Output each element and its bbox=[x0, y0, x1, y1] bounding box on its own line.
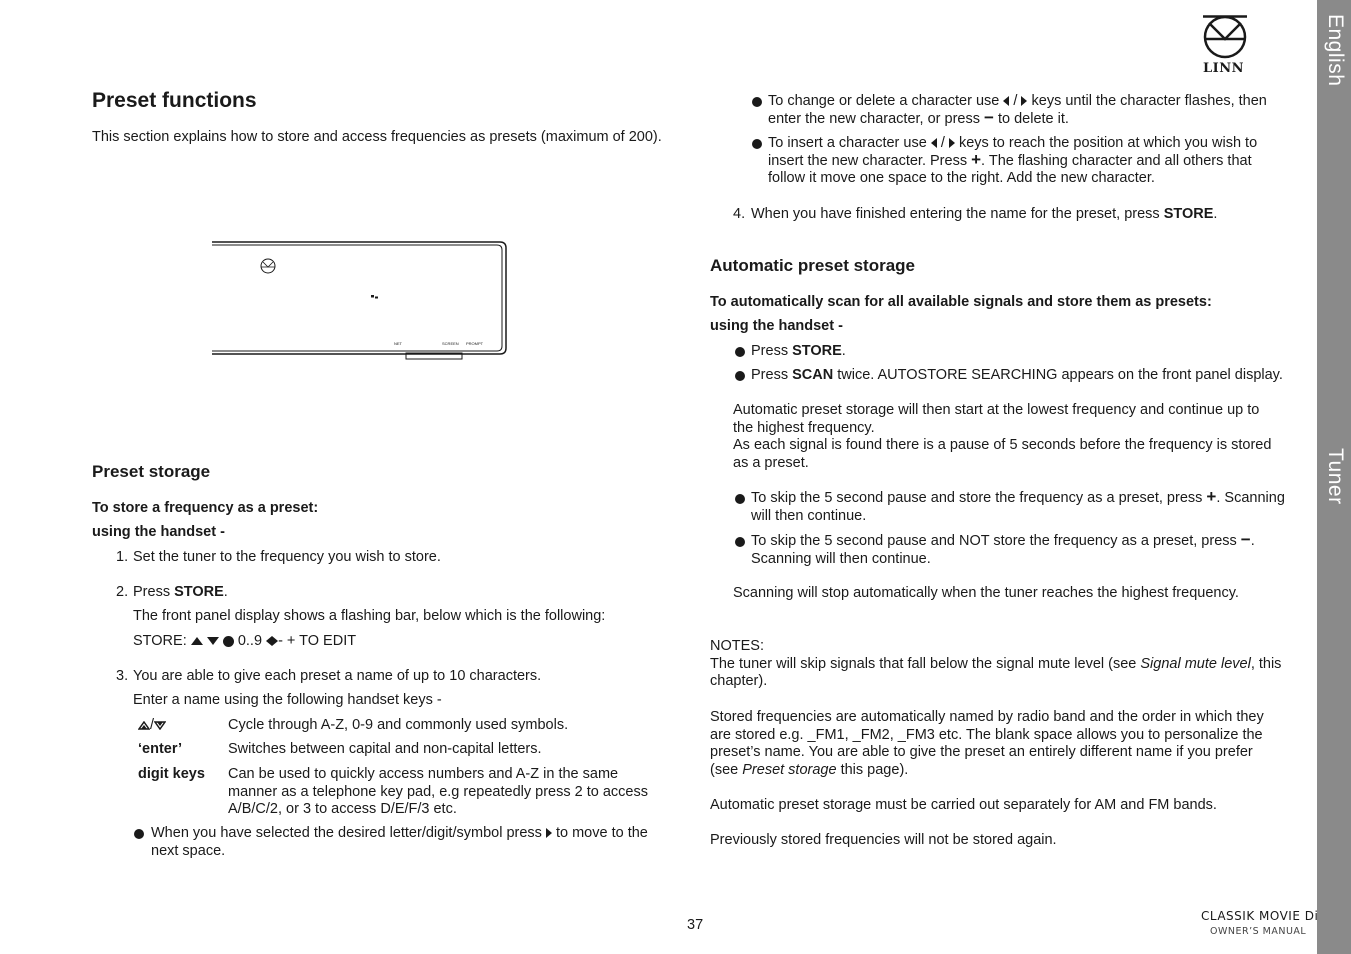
note-am-fm: Automatic preset storage must be carried out separately for AM and FM bands. bbox=[710, 797, 1217, 813]
page-title: Preset functions bbox=[92, 89, 257, 112]
bullet-skip-plus: To skip the 5 second pause and store the frequency as a preset, press +. Scanning will then continue. bbox=[751, 487, 1285, 524]
logo-wordmark: LINN bbox=[1203, 61, 1244, 76]
key-row-cycle bbox=[138, 717, 166, 733]
tuner-front-panel-illustration bbox=[210, 240, 510, 362]
bullet-dot-icon bbox=[223, 636, 234, 647]
front-panel-drawing bbox=[210, 240, 510, 362]
notes-block: NOTES: The tuner will skip signals that fall below the signal mute level (see Signal mute level, this chapter). bbox=[710, 638, 1282, 689]
left-arrow-icon bbox=[931, 138, 937, 148]
product-name: CLASSIK MOVIE Di bbox=[1201, 909, 1319, 923]
tab-tuner[interactable]: Tuner bbox=[1324, 448, 1347, 505]
minus-icon: − bbox=[1240, 530, 1251, 549]
key-digit: digit keys bbox=[138, 766, 205, 782]
bullet-icon bbox=[134, 829, 144, 839]
bullet-icon bbox=[735, 347, 745, 357]
store-display-line: STORE: 0..9 - + TO EDIT bbox=[133, 633, 357, 649]
right-arrow-icon bbox=[546, 828, 552, 838]
bullet-skip-minus: To skip the 5 second pause and NOT store the frequency as a preset, press −. Scanning will then continue. bbox=[751, 530, 1255, 567]
bullet-insert-text: To insert a character use / keys to reach the position at which you wish to insert the new character. Press +. The flashing character and all others that follow it move one space to the right. Add the new character. bbox=[768, 135, 1258, 186]
bullet-selected-text: When you have selected the desired letter/digit/symbol press to move to the next space. bbox=[151, 825, 648, 859]
auto-description: Automatic preset storage will then start at the lowest frequency and continue up to the highest frequency. As each signal is found there is a pause of 5 seconds before the frequency is stored as a preset. bbox=[733, 402, 1272, 471]
bullet-icon bbox=[735, 371, 745, 381]
key-desc-cycle: Cycle through A-Z, 0-9 and commonly used symbols. bbox=[228, 717, 569, 733]
intro-text: This section explains how to store and access frequencies as presets (maximum of 200). bbox=[92, 129, 662, 145]
key-desc-digit: Can be used to quickly access numbers and A-Z in the same manner as a telephone key pad, e.g repeatedly press 2 to access A/B/C/2, or 3 to access D/E/F/3 etc. bbox=[228, 766, 648, 817]
bullet-icon bbox=[752, 97, 762, 107]
down-outline-icon bbox=[154, 721, 166, 730]
left-arrow-icon bbox=[1003, 96, 1009, 106]
chapter-sidebar bbox=[1317, 0, 1351, 954]
panel-label-net: NET bbox=[394, 341, 402, 346]
step-number: 4. bbox=[733, 206, 746, 222]
bullet-icon bbox=[735, 537, 745, 547]
using-handset-label: using the handset - bbox=[710, 318, 843, 334]
manual-label: OWNER’S MANUAL bbox=[1210, 926, 1307, 937]
panel-label-prompt: PROMPT bbox=[466, 341, 484, 346]
using-handset-label: using the handset - bbox=[92, 524, 225, 540]
note-naming: Stored frequencies are automatically named by radio band and the order in which they are stored e.g. _FM1, _FM2, _FM3 etc. The blank space allows you to personalize the preset’s name. You are able to give the preset an entirely different name if you prefer (see Preset storage this page). bbox=[710, 709, 1264, 778]
linn-logo bbox=[1200, 14, 1250, 78]
auto-storage-heading: Automatic preset storage bbox=[710, 256, 915, 275]
store-subheading: To store a frequency as a preset: bbox=[92, 500, 319, 516]
step3-keys-intro: Enter a name using the following handset keys - bbox=[133, 692, 442, 708]
right-arrow-icon bbox=[1021, 96, 1027, 106]
auto-subheading: To automatically scan for all available signals and store them as presets: bbox=[710, 294, 1212, 310]
step2-display-text: The front panel display shows a flashing bar, below which is the following: bbox=[133, 608, 606, 624]
up-down-key-icon: / bbox=[138, 717, 166, 733]
key-enter: ‘enter’ bbox=[138, 741, 183, 757]
right-arrow-icon bbox=[949, 138, 955, 148]
step4-text: When you have finished entering the name for the preset, press STORE. bbox=[751, 206, 1218, 222]
step-number: 1. bbox=[116, 549, 129, 565]
bullet-icon bbox=[735, 494, 745, 504]
step-number: 3. bbox=[116, 668, 129, 684]
page-number: 37 bbox=[687, 917, 704, 933]
bullet-press-scan: Press SCAN twice. AUTOSTORE SEARCHING appears on the front panel display. bbox=[751, 367, 1283, 383]
bullet-change-text: To change or delete a character use / keys until the character flashes, then enter the new character, or press − to delete it. bbox=[768, 93, 1267, 127]
linn-logo-icon bbox=[1200, 14, 1250, 62]
step3-text: You are able to give each preset a name of up to 10 characters. bbox=[133, 668, 542, 684]
panel-label-screen: SCREEN bbox=[442, 341, 459, 346]
preset-storage-heading: Preset storage bbox=[92, 462, 211, 481]
plus-icon: + bbox=[1206, 487, 1217, 506]
step2-text: Press STORE. bbox=[133, 584, 228, 600]
bullet-icon bbox=[752, 139, 762, 149]
note-previously-stored: Previously stored frequencies will not be stored again. bbox=[710, 832, 1057, 848]
plus-icon: + bbox=[971, 149, 982, 169]
up-arrow-icon bbox=[191, 637, 203, 645]
bullet-press-store: Press STORE. bbox=[751, 343, 846, 359]
step1-text: Set the tuner to the frequency you wish to store. bbox=[133, 549, 441, 565]
key-desc-enter: Switches between capital and non-capital letters. bbox=[228, 741, 542, 757]
up-outline-icon bbox=[138, 721, 150, 730]
tab-english[interactable]: English bbox=[1324, 14, 1347, 87]
down-arrow-icon bbox=[207, 637, 219, 645]
minus-icon: − bbox=[984, 107, 994, 127]
step-number: 2. bbox=[116, 584, 129, 600]
scan-stop-text: Scanning will stop automatically when the tuner reaches the highest frequency. bbox=[733, 585, 1239, 601]
